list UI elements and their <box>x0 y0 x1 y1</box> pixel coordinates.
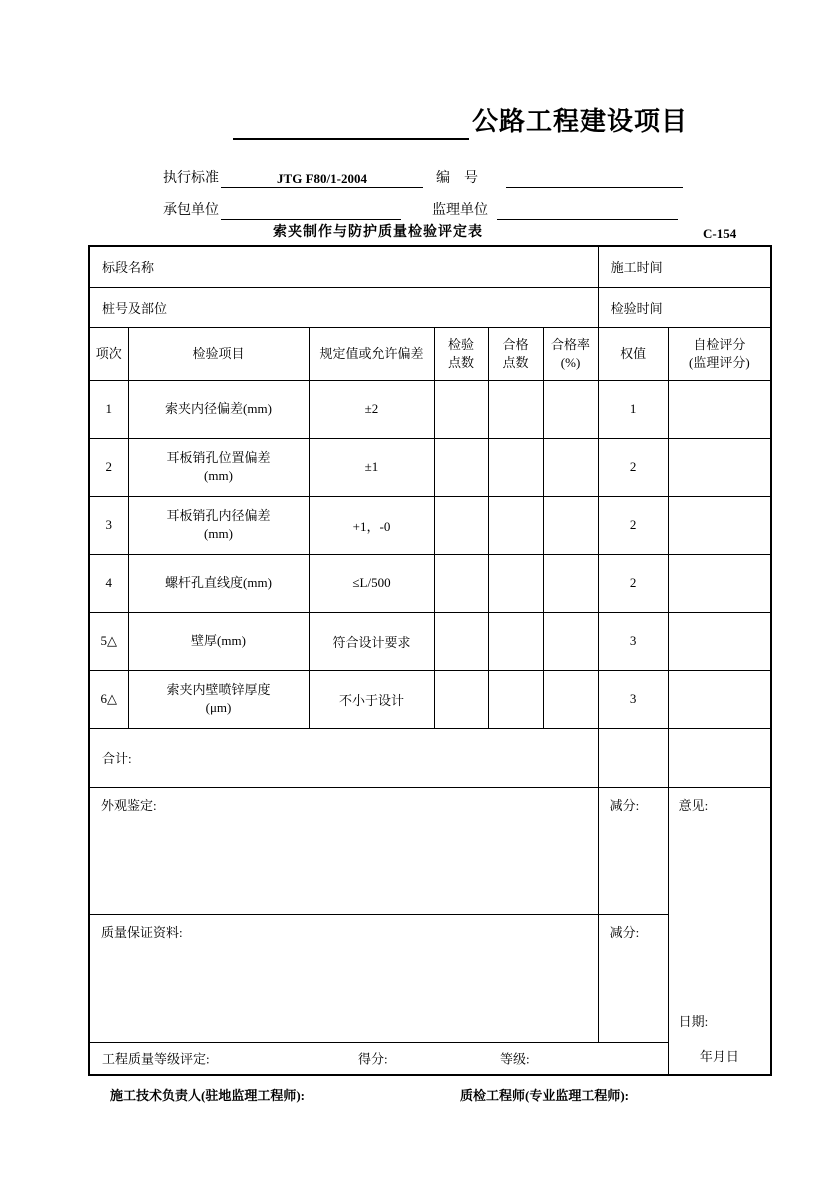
row-item: 索夹内壁喷锌厚度 (μm) <box>128 670 309 728</box>
row-spec: ±2 <box>309 380 434 438</box>
row-weight: 1 <box>598 380 668 438</box>
row-no: 6△ <box>89 670 128 728</box>
row-pass-rate-cell[interactable] <box>543 554 598 612</box>
header-check-points: 检验 点数 <box>434 327 488 380</box>
row-spec: ≤L/500 <box>309 554 434 612</box>
standard-value: JTG F80/1-2004 <box>277 171 367 186</box>
row-check-points-cell[interactable] <box>434 380 488 438</box>
row-pass-rate-cell[interactable] <box>543 496 598 554</box>
level-label: 等级: <box>500 1051 530 1067</box>
total-row <box>89 728 771 787</box>
header-spec: 规定值或允许偏差 <box>309 327 434 380</box>
opinion-cell[interactable] <box>668 787 771 1075</box>
header-row <box>89 327 771 380</box>
grade-label: 工程质量等级评定: <box>102 1051 210 1067</box>
appearance-deduction-cell[interactable]: 减分: <box>598 787 668 914</box>
row-check-points-cell[interactable] <box>434 496 488 554</box>
table-row <box>89 380 771 438</box>
row-weight: 2 <box>598 496 668 554</box>
row-pass-rate-cell[interactable] <box>543 438 598 496</box>
date-label: 日期: <box>678 1014 709 1029</box>
project-name-blank[interactable] <box>233 106 469 140</box>
total-cell[interactable]: 合计: <box>89 728 598 787</box>
number-label: 编 号 <box>436 171 478 186</box>
section-name-cell[interactable]: 标段名称 <box>89 246 598 287</box>
row-item: 壁厚(mm) <box>128 612 309 670</box>
row-score-cell[interactable] <box>668 554 771 612</box>
row-weight: 2 <box>598 554 668 612</box>
contractor-blank[interactable] <box>221 202 401 220</box>
row-score-cell[interactable] <box>668 496 771 554</box>
total-weight-cell[interactable] <box>598 728 668 787</box>
date-format-label: 年月日 <box>699 1049 739 1064</box>
row-weight: 3 <box>598 670 668 728</box>
row-spec: 不小于设计 <box>309 670 434 728</box>
row-pass-rate-cell[interactable] <box>543 670 598 728</box>
form-title: 索夹制作与防护质量检验评定表 <box>273 225 483 240</box>
row-pass-points-cell[interactable] <box>488 554 543 612</box>
row-pass-points-cell[interactable] <box>488 670 543 728</box>
page-title: 公路工程建设项目 <box>472 107 689 136</box>
row-pass-points-cell[interactable] <box>488 438 543 496</box>
quality-assurance-cell[interactable]: 质量保证资料: <box>89 914 598 1042</box>
table-row <box>89 670 771 728</box>
supervisor-blank[interactable] <box>497 202 678 220</box>
construction-lead-signature-label: 施工技术负责人(驻地监理工程师): <box>110 1088 305 1103</box>
header-item-no: 项次 <box>89 327 128 380</box>
row-spec: +1，-0 <box>309 496 434 554</box>
quality-engineer-signature-label: 质检工程师(专业监理工程师): <box>460 1088 629 1103</box>
row-score-cell[interactable] <box>668 438 771 496</box>
row-spec: ±1 <box>309 438 434 496</box>
row-pass-rate-cell[interactable] <box>543 612 598 670</box>
inspection-time-cell[interactable]: 检验时间 <box>598 287 771 327</box>
row-no: 4 <box>89 554 128 612</box>
score-label: 得分: <box>358 1051 388 1067</box>
standard-value-blank[interactable] <box>221 170 423 188</box>
construction-time-cell[interactable]: 施工时间 <box>598 246 771 287</box>
station-row <box>89 287 771 327</box>
header-self-score: 自检评分 (监理评分) <box>668 327 771 380</box>
number-blank[interactable] <box>506 170 683 188</box>
row-pass-rate-cell[interactable] <box>543 380 598 438</box>
title-row <box>233 104 688 140</box>
form-code: C-154 <box>703 226 737 241</box>
row-no: 5△ <box>89 612 128 670</box>
header-item: 检验项目 <box>128 327 309 380</box>
header-weight: 权值 <box>598 327 668 380</box>
table-row <box>89 554 771 612</box>
opinion-label: 意见: <box>678 797 709 813</box>
grade-cell[interactable] <box>89 1042 668 1075</box>
row-item: 耳板销孔内径偏差 (mm) <box>128 496 309 554</box>
row-score-cell[interactable] <box>668 380 771 438</box>
table-row <box>89 438 771 496</box>
row-item: 螺杆孔直线度(mm) <box>128 554 309 612</box>
row-check-points-cell[interactable] <box>434 612 488 670</box>
row-check-points-cell[interactable] <box>434 438 488 496</box>
row-weight: 2 <box>598 438 668 496</box>
row-pass-points-cell[interactable] <box>488 496 543 554</box>
section-name-row <box>89 246 771 287</box>
row-no: 2 <box>89 438 128 496</box>
station-cell[interactable]: 桩号及部位 <box>89 287 598 327</box>
total-score-cell[interactable] <box>668 728 771 787</box>
row-score-cell[interactable] <box>668 670 771 728</box>
row-score-cell[interactable] <box>668 612 771 670</box>
table-row <box>89 612 771 670</box>
row-no: 1 <box>89 380 128 438</box>
row-no: 3 <box>89 496 128 554</box>
contractor-label: 承包单位 <box>163 203 219 218</box>
standard-line <box>163 168 683 188</box>
row-item: 索夹内径偏差(mm) <box>128 380 309 438</box>
header-pass-rate: 合格率 (%) <box>543 327 598 380</box>
standard-label: 执行标准 <box>163 171 219 186</box>
row-spec: 符合设计要求 <box>309 612 434 670</box>
row-pass-points-cell[interactable] <box>488 612 543 670</box>
row-weight: 3 <box>598 612 668 670</box>
qa-deduction-cell[interactable]: 减分: <box>598 914 668 1042</box>
row-item: 耳板销孔位置偏差 (mm) <box>128 438 309 496</box>
inspection-table <box>88 245 772 1076</box>
units-line <box>163 200 678 220</box>
appearance-cell[interactable]: 外观鉴定: <box>89 787 598 914</box>
header-pass-points: 合格 点数 <box>488 327 543 380</box>
supervisor-label: 监理单位 <box>432 203 488 218</box>
row-check-points-cell[interactable] <box>434 670 488 728</box>
row-pass-points-cell[interactable] <box>488 380 543 438</box>
appearance-row <box>89 787 771 914</box>
row-check-points-cell[interactable] <box>434 554 488 612</box>
table-row <box>89 496 771 554</box>
